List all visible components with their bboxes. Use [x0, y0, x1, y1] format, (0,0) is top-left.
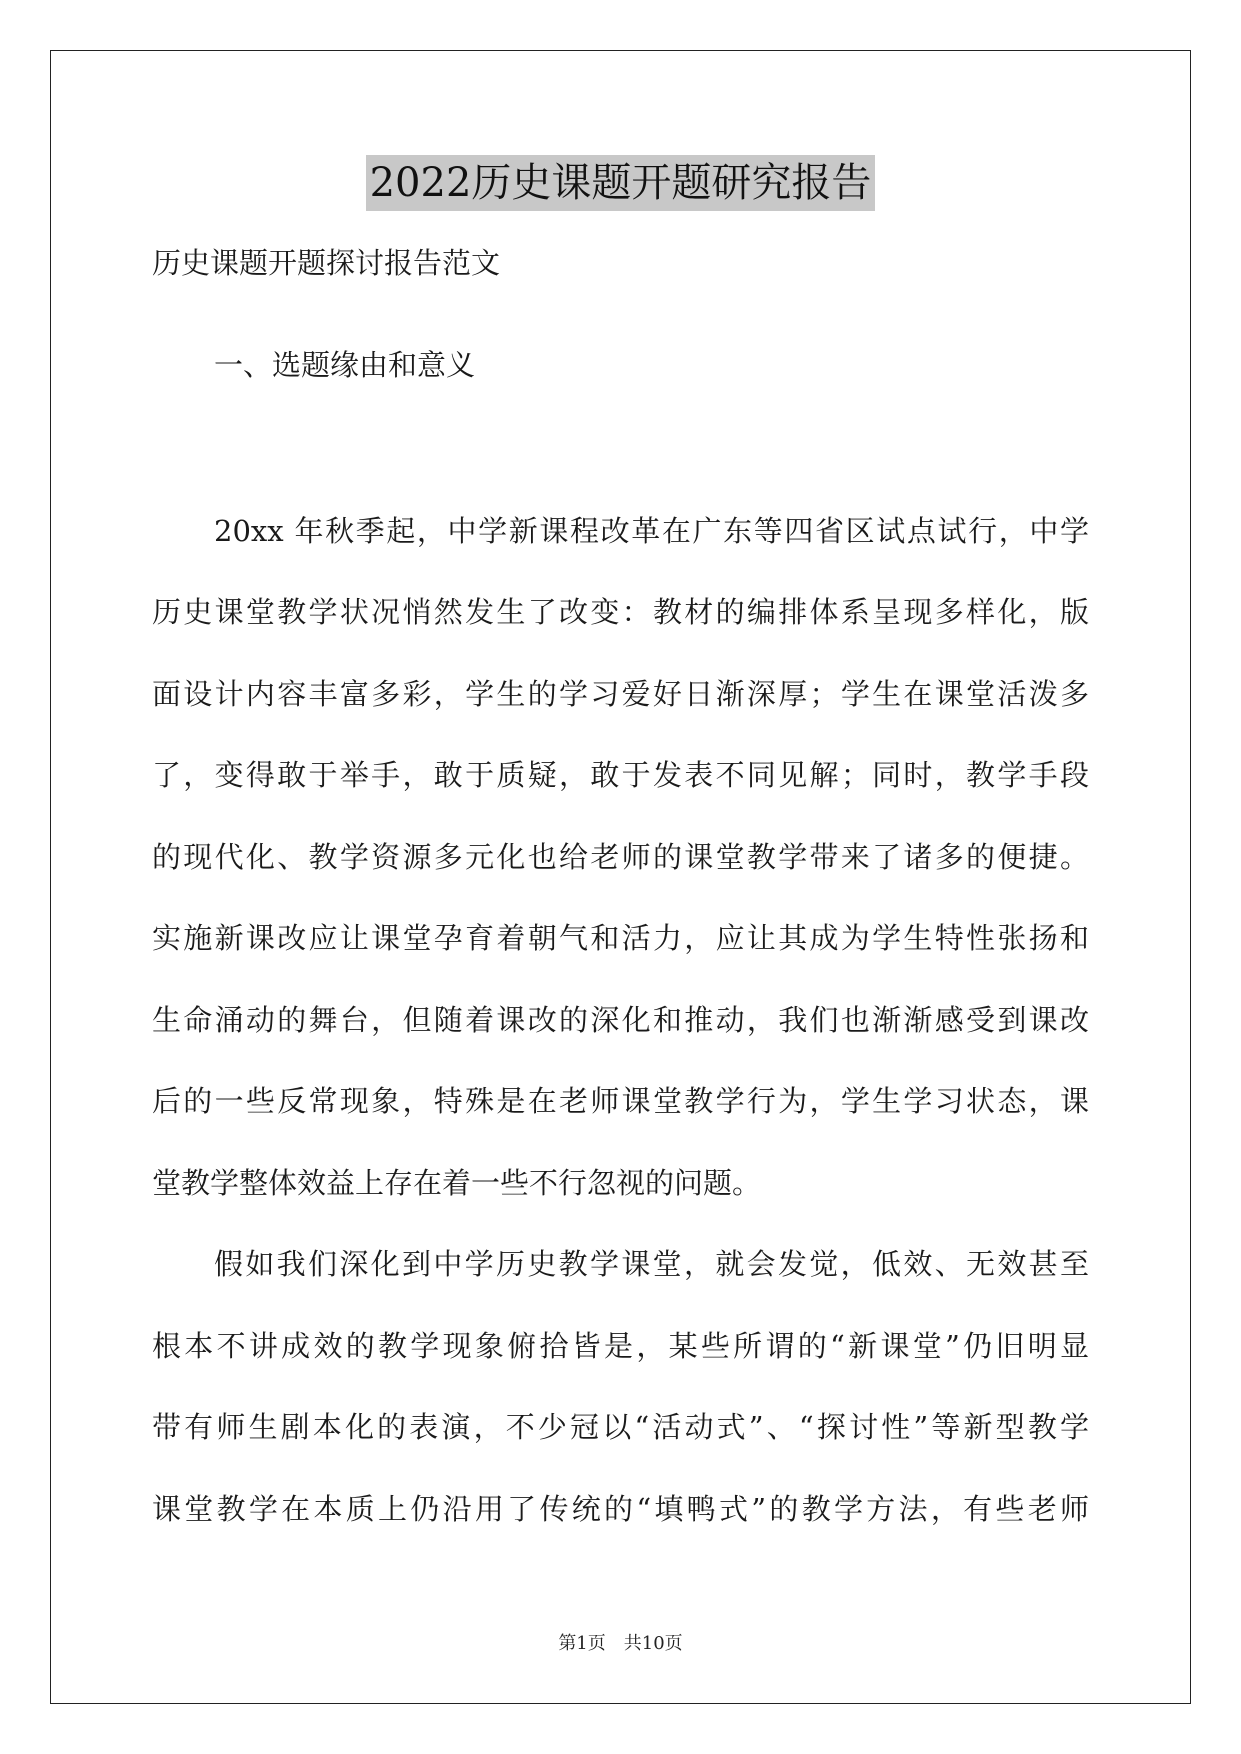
paragraph-line: 生命涌动的舞台，但随着课改的深化和推动，我们也渐渐感受到课改: [152, 1003, 1089, 1037]
paragraph-line: 根本不讲成效的教学现象俯拾皆是，某些所谓的“新课堂”仍旧明显: [152, 1329, 1089, 1363]
paragraph-line: 后的一些反常现象，特殊是在老师课堂教学行为，学生学习状态，课: [152, 1084, 1089, 1118]
paragraph-line: 假如我们深化到中学历史教学课堂，就会发觉，低效、无效甚至: [214, 1247, 1089, 1281]
paragraph-line: 实施新课改应让课堂孕育着朝气和活力，应让其成为学生特性张扬和: [152, 921, 1089, 955]
paragraph-line: 历史课堂教学状况悄然发生了改变：教材的编排体系呈现多样化，版: [152, 595, 1089, 629]
title-wrap: [0, 155, 1241, 211]
document-title: 2022历史课题开题研究报告: [366, 155, 876, 211]
document-subtitle: 历史课题开题探讨报告范文: [152, 246, 501, 280]
paragraph-line: 堂教学整体效益上存在着一些不行忽视的问题。: [152, 1166, 762, 1200]
paragraph-line: 20xx 年秋季起，中学新课程改革在广东等四省区试点试行，中学: [214, 514, 1089, 548]
section-heading: 一、选题缘由和意义: [214, 348, 476, 382]
page-border: [50, 50, 1191, 1704]
paragraph-line: 了，变得敢于举手，敢于质疑，敢于发表不同见解；同时，教学手段: [152, 758, 1089, 792]
paragraph-line: 带有师生剧本化的表演，不少冠以“活动式”、“探讨性”等新型教学: [152, 1410, 1089, 1444]
paragraph-line: 面设计内容丰富多彩，学生的学习爱好日渐深厚；学生在课堂活泼多: [152, 677, 1089, 711]
paragraph-line: 课堂教学在本质上仍沿用了传统的“填鸭式”的教学方法，有些老师: [152, 1492, 1089, 1526]
page-footer: 第1页 共10页: [558, 1633, 683, 1654]
paragraph-line: 的现代化、教学资源多元化也给老师的课堂教学带来了诸多的便捷。: [152, 840, 1089, 874]
